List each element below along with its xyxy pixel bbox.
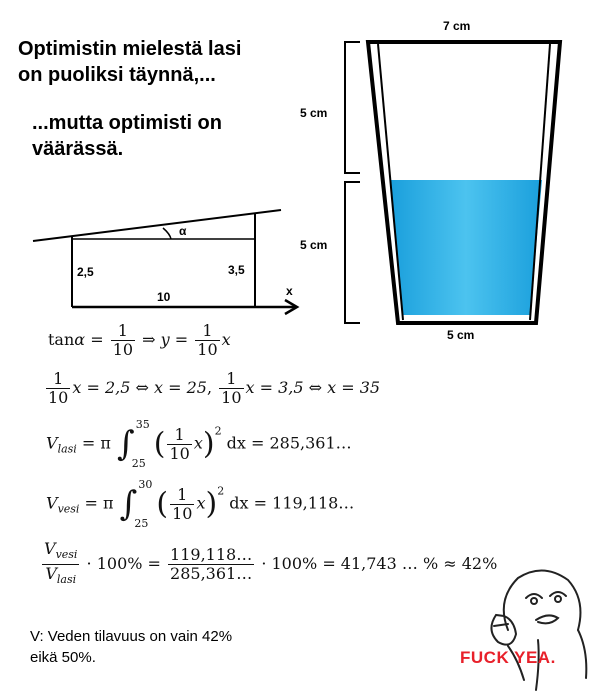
axis-label: x <box>286 284 293 298</box>
heading-line-2: on puoliksi täynnä,... <box>18 64 216 86</box>
angle-arc <box>163 228 171 239</box>
meme-face <box>478 560 593 695</box>
glass-bottom-width: 5 cm <box>447 328 475 342</box>
heading-line-3: ...mutta optimisti on <box>32 112 222 134</box>
upper-height-bracket <box>345 42 360 173</box>
glass-lower-height: 5 cm <box>300 238 328 252</box>
equation-tan: tanα = $\frac{1}{10}$ ⇒ y = $\frac{1}{10}$ x <box>48 321 231 359</box>
glass-top-width: 7 cm <box>443 19 471 33</box>
right-height-label: 3,5 <box>228 263 245 277</box>
equation-bounds: $\frac{1}{10}$ x = 2,5 ⇔ x = 25, $\frac{1}{10}$ x = 3,5 ⇔ x = 35 <box>48 369 381 407</box>
meme-caption: FUCK YEA. <box>460 648 556 667</box>
glass-upper-height: 5 cm <box>300 106 328 120</box>
left-height-label: 2,5 <box>77 265 94 279</box>
water-fill <box>390 180 542 315</box>
length-label: 10 <box>157 290 171 304</box>
answer-line-2: eikä 50%. <box>30 649 96 666</box>
lower-height-bracket <box>345 182 360 323</box>
equation-v-lasi: $V_{lasi} = \pi$ ∫ 35 25 ( $\frac{1}{10}$ x)$^2$ dx = 285,361… <box>46 418 352 470</box>
heading-line-4: väärässä. <box>32 138 124 160</box>
slant-line <box>33 210 281 241</box>
glass-diagram <box>290 10 590 350</box>
angle-label: α <box>179 224 187 238</box>
equation-ratio: $\frac{V_{vesi}}{V_{lasi}}$ · 100% = $\frac{119,118\dots}{285,361\dots}$ · 100% = 41,743 … % ≈ 42% <box>40 540 497 589</box>
equation-v-vesi: $V_{vesi} = \pi$ ∫ 30 25 ( $\frac{1}{10}$ x)$^2$ dx = 119,118… <box>46 478 355 530</box>
heading-line-1: Optimistin mielestä lasi <box>18 38 242 60</box>
answer-line-1: V: Veden tilavuus on vain 42% <box>30 628 233 645</box>
